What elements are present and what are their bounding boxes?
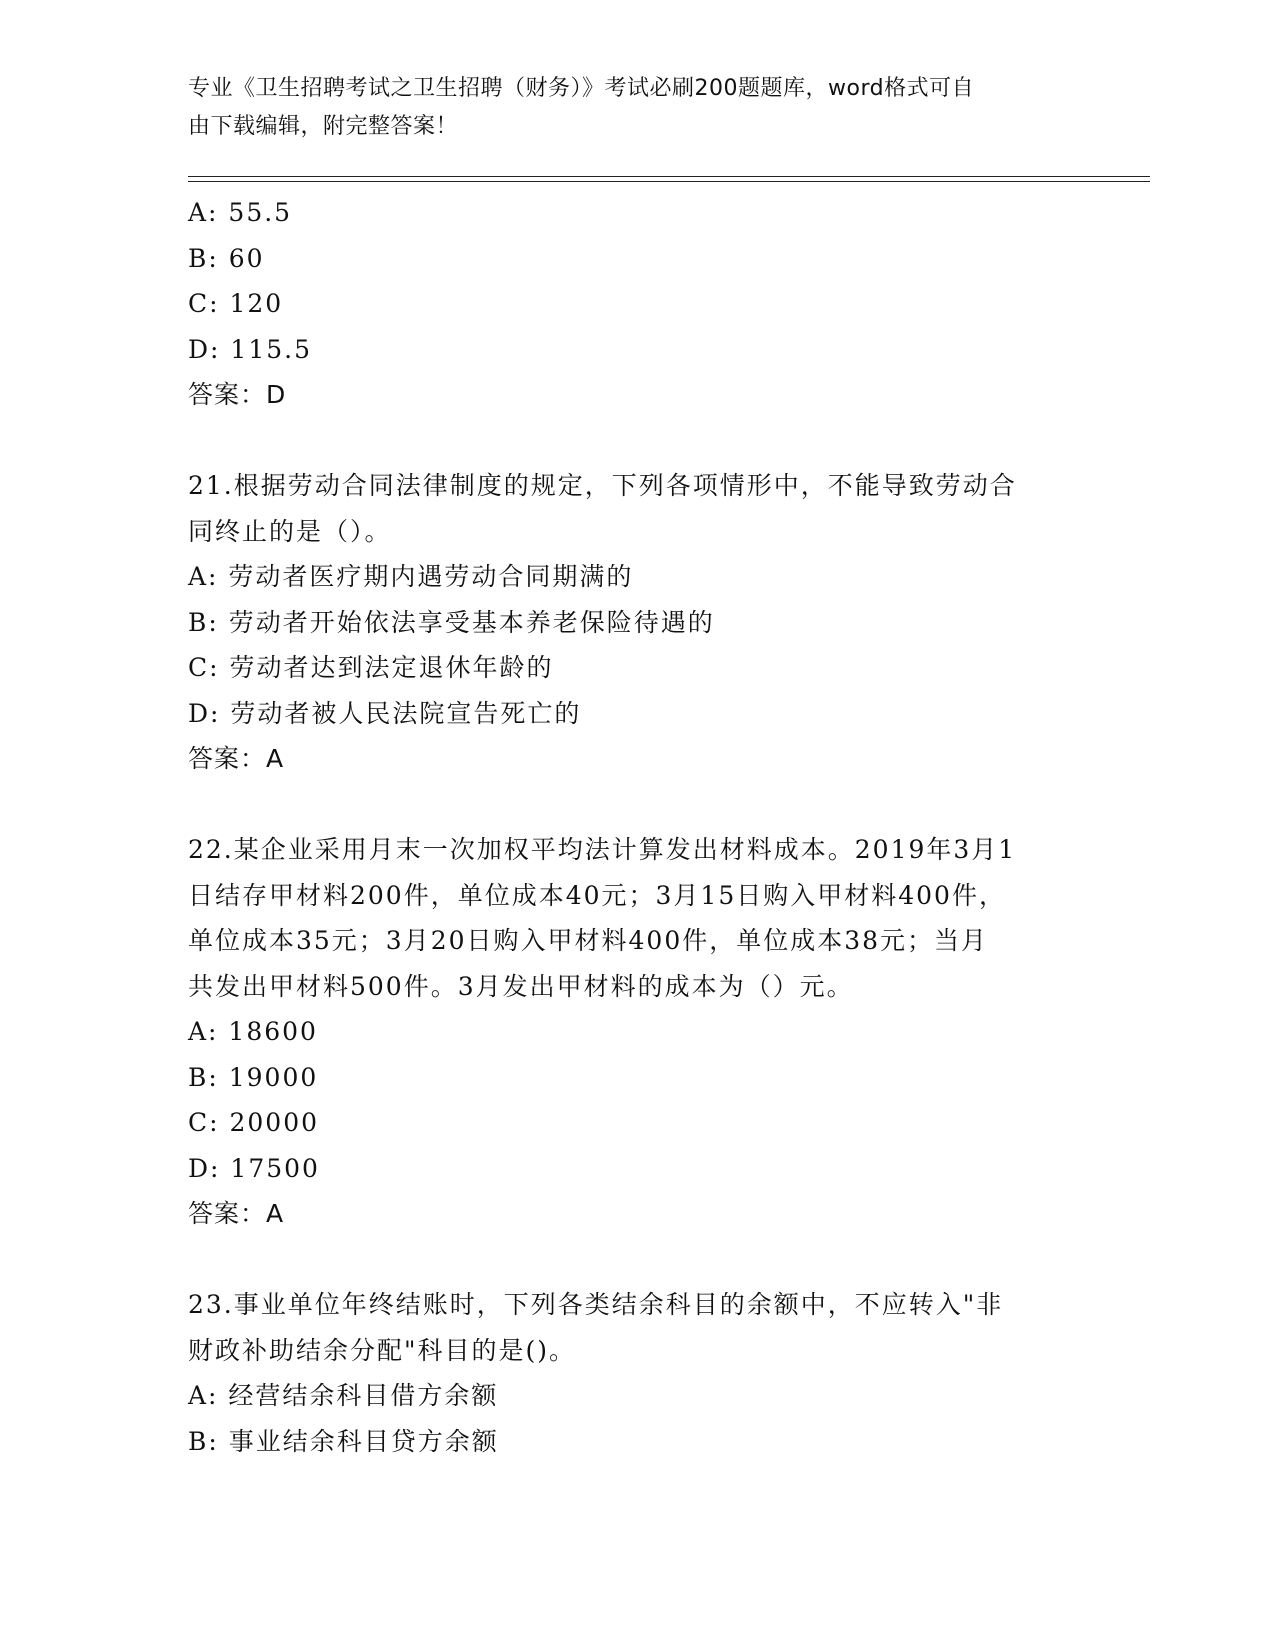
option-a: A: 55.5 (188, 198, 293, 227)
header-line-2: 由下载编辑，附完整答案！ (188, 114, 459, 139)
question-21 (188, 463, 1088, 782)
question-stem-line: 21.根据劳动合同法律制度的规定，下列各项情形中，不能导致劳动合 (188, 471, 1017, 500)
option-b: B: 劳动者开始依法享受基本养老保险待遇的 (188, 607, 715, 637)
question-stem-line: 23.事业单位年终结账时，下列各类结余科目的余额中，不应转入"非 (188, 1290, 1004, 1319)
answer-label: 答案：A (188, 744, 285, 773)
question-stem-line: 共发出甲材料500件。3月发出甲材料的成本为（）元。 (188, 971, 854, 1001)
header-divider-top (188, 176, 1150, 177)
option-a: A: 劳动者医疗期内遇劳动合同期满的 (188, 562, 634, 591)
option-d: D: 115.5 (188, 334, 312, 364)
spacer (188, 1237, 1088, 1283)
question-23 (188, 1282, 1088, 1464)
option-b: B: 事业结余科目贷方余额 (188, 1426, 499, 1456)
option-d: D: 劳动者被人民法院宣告死亡的 (188, 698, 582, 728)
option-b: B: 60 (188, 243, 265, 273)
spacer (188, 418, 1088, 464)
option-c: C: 120 (188, 289, 284, 318)
option-a: A: 经营结余科目借方余额 (188, 1381, 499, 1410)
option-c: C: 劳动者达到法定退休年龄的 (188, 653, 554, 682)
spacer (188, 782, 1088, 828)
document-body (188, 190, 1088, 1464)
question-20-tail (188, 190, 1088, 418)
question-stem-line: 同终止的是（）。 (188, 516, 392, 546)
option-a: A: 18600 (188, 1017, 318, 1046)
header-divider-bottom (188, 181, 1150, 182)
option-b: B: 19000 (188, 1062, 319, 1092)
answer-label: 答案：A (188, 1199, 285, 1228)
question-stem-line: 单位成本35元；3月20日购入甲材料400件，单位成本38元；当月 (188, 926, 989, 955)
question-22 (188, 827, 1088, 1237)
answer-label: 答案：D (188, 380, 287, 409)
option-c: C: 20000 (188, 1108, 320, 1137)
header-line-1: 专业《卫生招聘考试之卫生招聘（财务）》考试必刷200题题库，word格式可自 (188, 76, 975, 101)
page-header (188, 70, 1068, 146)
option-d: D: 17500 (188, 1153, 320, 1183)
question-stem-line: 财政补助结余分配"科目的是()。 (188, 1335, 577, 1365)
question-stem-line: 22.某企业采用月末一次加权平均法计算发出材料成本。2019年3月1 (188, 835, 1017, 864)
question-stem-line: 日结存甲材料200件，单位成本40元；3月15日购入甲材料400件， (188, 880, 1006, 910)
